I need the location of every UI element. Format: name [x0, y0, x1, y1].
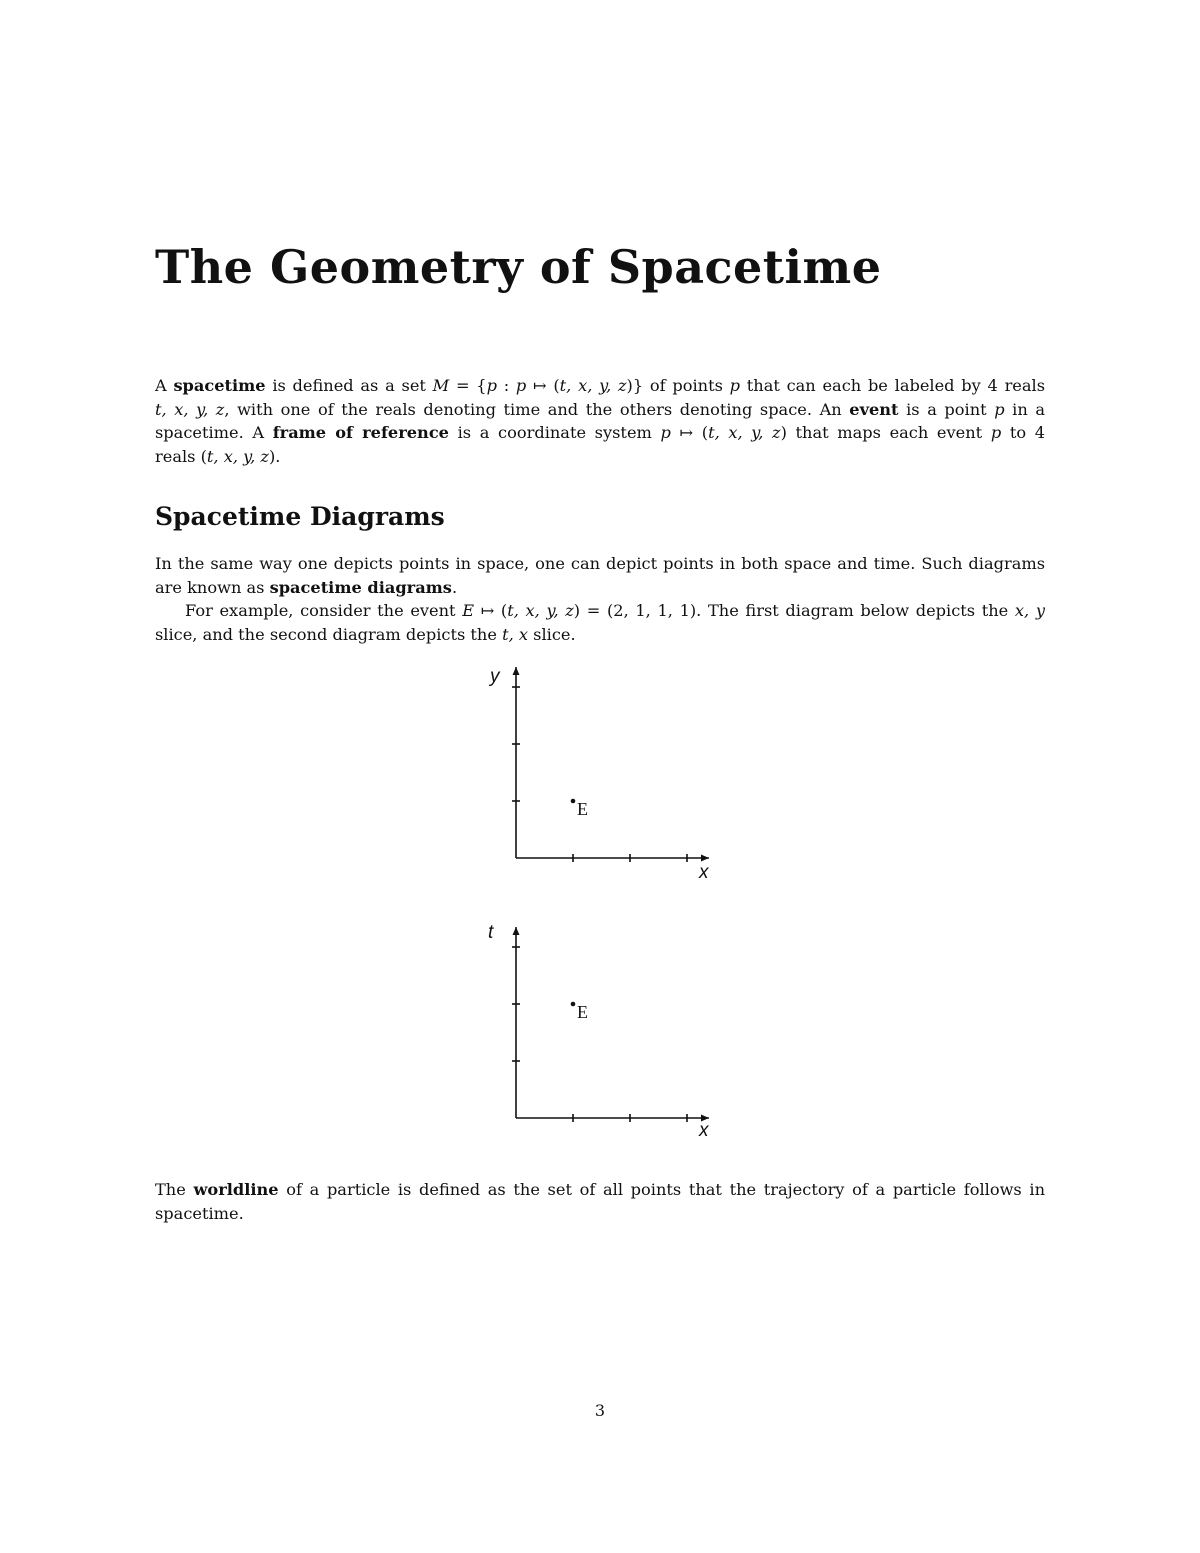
paragraph-line: spacetime. [155, 1203, 244, 1223]
y-axis-arrowhead [513, 927, 520, 935]
axes [512, 667, 709, 862]
spacetime-diagrams-paragraph [155, 552, 1045, 646]
paragraph-line: The worldline of a particle is defined as the set of all points that the trajectory of a particle follows in [155, 1180, 1045, 1199]
x-axis-label: x [699, 1120, 709, 1141]
xy-diagram-svg [470, 658, 730, 888]
axes [512, 927, 709, 1122]
paragraph-line: For example, consider the event E ↦ (t, x, y, z) = (2, 1, 1, 1). The first diagram below depicts the x, y [185, 601, 1045, 620]
event-label: E [577, 1002, 588, 1022]
intro-line: A spacetime is defined as a set M = {p : p ↦ (t, x, y, z)} of points p that can each be labeled by 4 reals [155, 376, 1046, 395]
x-axis-arrowhead [701, 855, 709, 862]
intro-line: spacetime. A frame of reference is a coordinate system p ↦ (t, x, y, z) that maps each event p to 4 [155, 423, 1046, 442]
page-title: The Geometry of Spacetime [155, 240, 882, 294]
section-heading: Spacetime Diagrams [155, 502, 445, 531]
event-point [571, 799, 576, 804]
intro-line: t, x, y, z, with one of the reals denoting time and the others denoting space. An event is a point p in a [155, 399, 1046, 419]
intro-paragraph [155, 374, 1045, 468]
intro-line: reals (t, x, y, z). [155, 446, 281, 466]
worldline-paragraph [155, 1178, 1045, 1225]
page-number: 3 [594, 1401, 606, 1420]
tx-diagram-svg [470, 918, 730, 1148]
event-label: E [577, 799, 588, 819]
x-axis-label: x [699, 862, 709, 883]
tx-slice-diagram [470, 918, 730, 1148]
paragraph-line: In the same way one depicts points in space, one can depict points in both space and time. Such diagrams [155, 554, 1045, 573]
xy-slice-diagram [470, 658, 730, 888]
t-axis-label: t [488, 922, 494, 943]
y-axis-arrowhead [513, 667, 520, 675]
y-axis-label: y [490, 666, 500, 687]
paragraph-line: slice, and the second diagram depicts the t, x slice. [155, 624, 576, 644]
event-point [571, 1002, 576, 1007]
paragraph-line: are known as spacetime diagrams. [155, 577, 458, 597]
